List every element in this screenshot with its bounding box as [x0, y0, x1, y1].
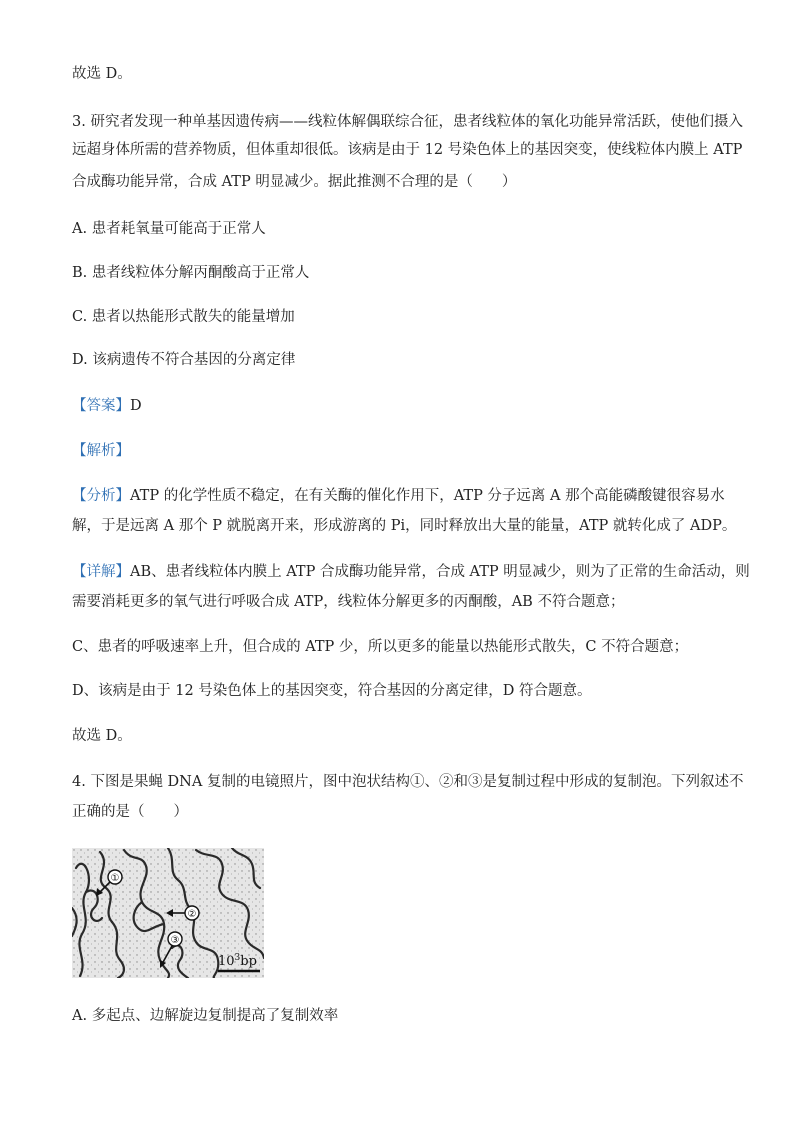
q4-stem-line-2: 正确的是（ ）: [72, 804, 188, 820]
q3-conclusion: 故选 D。: [72, 728, 132, 744]
q3-stem-line-1: 3. 研究者发现一种单基因遗传病——线粒体解偶联综合征，患者线粒体的氧化功能异常活跃，使他们摄入: [72, 114, 743, 130]
bubble-label-3: ③: [170, 935, 180, 946]
q4-stem-line-1: 4. 下图是果蝇 DNA 复制的电镜照片，图中泡状结构①、②和③是复制过程中形成的复制泡。下列叙述不: [72, 774, 744, 790]
q3-stem-line-2: 远超身体所需的营养物质，但体重却很低。该病是由于 12 号染色体上的基因突变，使线粒体内膜上 ATP: [72, 142, 743, 158]
bubble-label-1: ①: [110, 873, 120, 884]
q3-option-c: C. 患者以热能形式散失的能量增加: [72, 309, 295, 325]
q4-option-a: A. 多起点、边解旋边复制提高了复制效率: [72, 1008, 339, 1024]
q3-xiangjie-line-2: 需要消耗更多的氧气进行呼吸合成 ATP，线粒体分解更多的丙酮酸，AB 不符合题意；: [72, 594, 625, 610]
previous-conclusion: 故选 D。: [72, 66, 132, 82]
xiangjie-text-1: AB、患者线粒体内膜上 ATP 合成酶功能异常，合成 ATP 明显减少，则为了正常的生命活动，则: [130, 564, 750, 580]
fenxi-text-1: ATP 的化学性质不稳定，在有关酶的催化作用下，ATP 分子远离 A 那个高能磷酸键很容易水: [130, 488, 725, 504]
analysis-tag: 【解析】: [72, 443, 130, 459]
q3-option-d: D. 该病遗传不符合基因的分离定律: [72, 352, 296, 368]
q3-xiangjie-line-1: [72, 562, 750, 582]
answer-value: D: [130, 398, 142, 414]
fenxi-tag: 【分析】: [72, 488, 130, 504]
q3-fenxi-line-2: 解，于是远离 A 那个 P 就脱离开来，形成游离的 Pi，同时释放出大量的能量，ATP 就转化成了 ADP。: [72, 518, 737, 534]
q3-analysis-tag: [72, 441, 130, 461]
micrograph-svg: [72, 848, 264, 978]
bubble-label-2: ②: [187, 909, 197, 920]
q3-answer: [72, 396, 142, 416]
q3-option-a: A. 患者耗氧量可能高于正常人: [72, 221, 266, 237]
dna-replication-micrograph: [72, 848, 264, 978]
xiangjie-tag: 【详解】: [72, 564, 130, 580]
q3-option-b: B. 患者线粒体分解丙酮酸高于正常人: [72, 265, 310, 281]
q3-xiangjie-line-4: D、该病是由于 12 号染色体上的基因突变，符合基因的分离定律，D 符合题意。: [72, 683, 592, 699]
q3-stem-line-3: 合成酶功能异常，合成 ATP 明显减少。据此推测不合理的是（ ）: [72, 174, 517, 190]
answer-tag: 【答案】: [72, 398, 130, 414]
q3-fenxi-line-1: [72, 486, 725, 506]
q3-xiangjie-line-3: C、患者的呼吸速率上升，但合成的 ATP 少，所以更多的能量以热能形式散失，C 不符合题意；: [72, 639, 689, 655]
scale-bar-label: $10^3bp$: [218, 953, 257, 969]
